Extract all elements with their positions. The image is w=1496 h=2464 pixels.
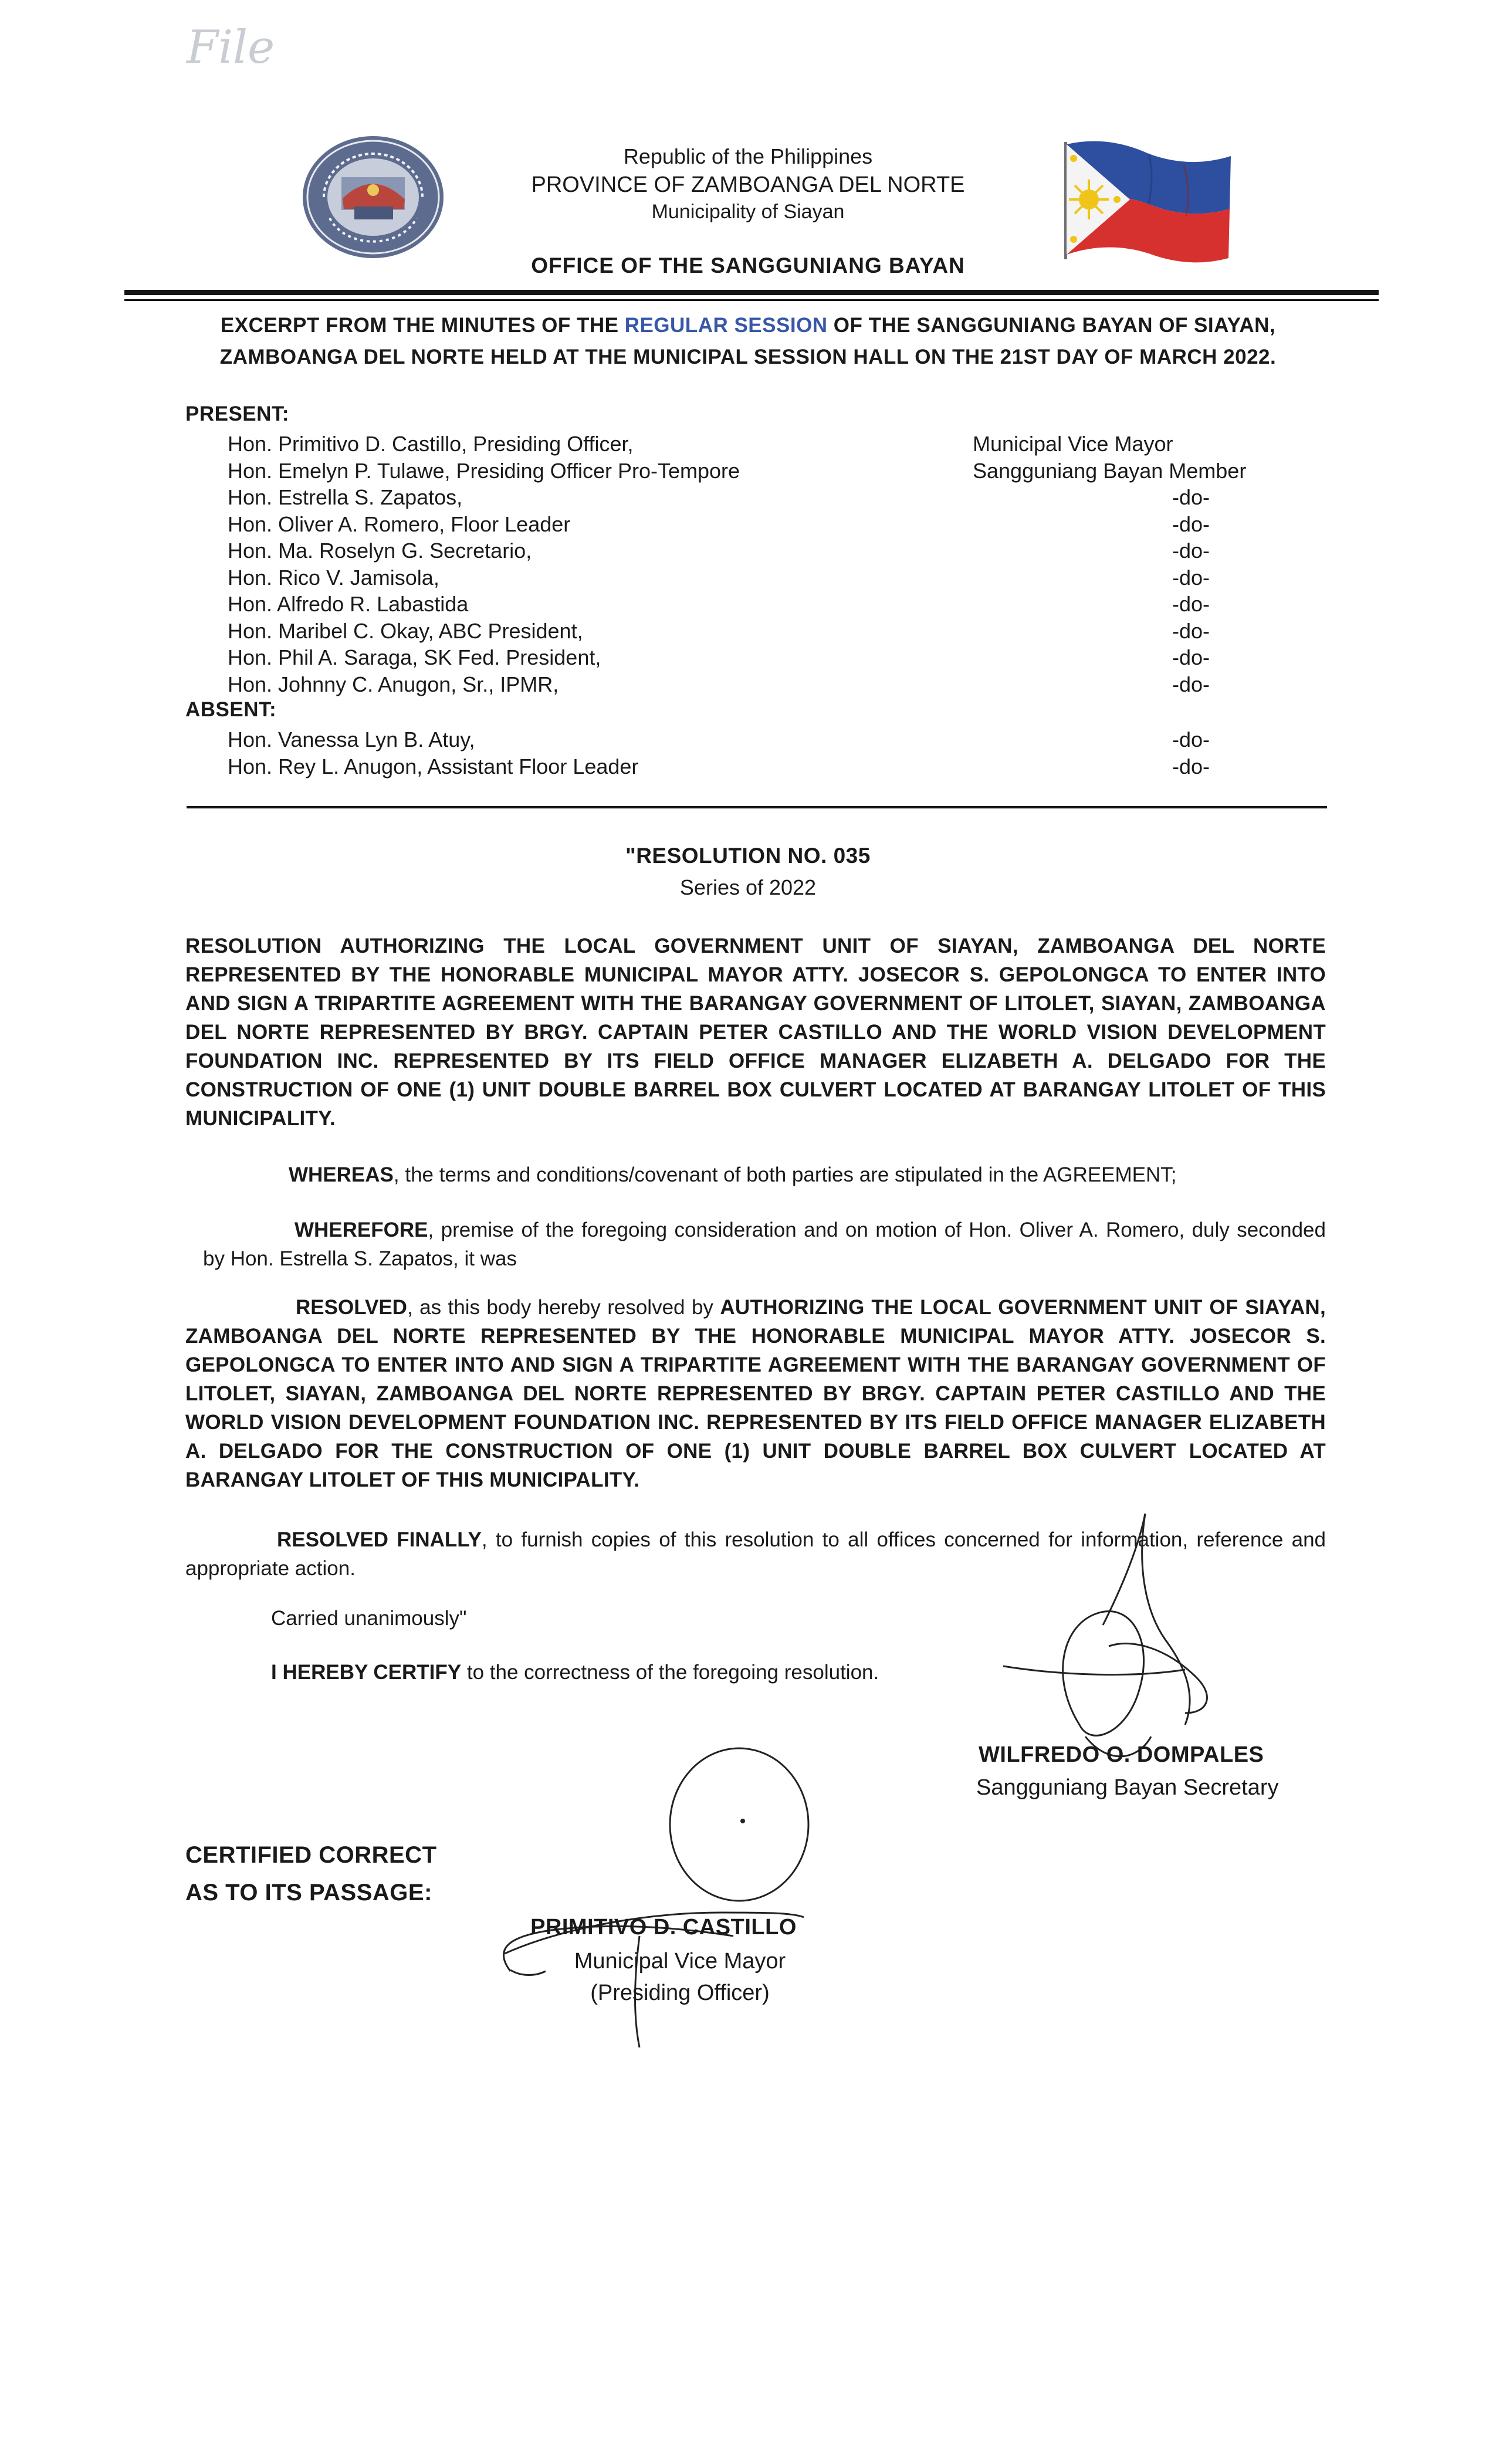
presiding-officer-role: (Presiding Officer)	[590, 1981, 770, 2005]
resolved-text: , as this body hereby resolved by	[407, 1296, 720, 1319]
member-role: -do-	[1172, 565, 1210, 590]
certified-correct-line2: AS TO ITS PASSAGE:	[185, 1880, 432, 1905]
member-role: -do-	[1172, 672, 1210, 696]
attendance-row	[0, 539, 1496, 566]
attendance-row	[0, 619, 1496, 646]
resolution-number: "RESOLUTION NO. 035	[625, 844, 871, 868]
certify-text: to the correctness of the foregoing resolution.	[461, 1661, 879, 1684]
resolved-finally-lead: RESOLVED FINALLY	[277, 1528, 482, 1551]
header-rule-thin	[124, 299, 1379, 301]
attendance-row	[0, 754, 1496, 781]
absent-label: ABSENT:	[185, 698, 277, 721]
municipality-line: Municipality of Siayan	[651, 201, 845, 223]
member-name: Hon. Alfredo R. Labastida	[228, 592, 469, 616]
member-name: Hon. Ma. Roselyn G. Secretario,	[228, 539, 532, 563]
attendance-row	[0, 566, 1496, 593]
resolved-caps: AUTHORIZING THE LOCAL GOVERNMENT UNIT OF SIAYAN, ZAMBOANGA DEL NORTE REPRESENTED BY THE HONORABLE MUNICIPAL MAYOR ATTY. JOSECOR S. GEPOLONGCA TO ENTER INTO AND SIGN A TRIPARTITE AGREEMENT WITH THE BARANGAY GOVERNMENT OF LITOLET, SIAYAN, ZAMBOANGA DEL NORTE REPRESENTED BY BRGY. CAPTAIN PETER CASTILLO AND THE WORLD VISION DEVELOPMENT FOUNDATION INC. REPRESENTED BY ITS FIELD OFFICE MANAGER ELIZABETH A. DELGADO FOR THE CONSTRUCTION OF ONE (1) UNIT DOUBLE BARREL BOX CULVERT LOCATED AT BARANGAY LITOLET OF THIS MUNICIPALITY.	[185, 1296, 1326, 1491]
whereas-lead: WHEREAS	[289, 1163, 394, 1186]
member-role: -do-	[1172, 512, 1210, 536]
attendance-row	[0, 432, 1496, 459]
excerpt-part2: OF THE SANGGUNIANG BAYAN OF SIAYAN, ZAMBOANGA DEL NORTE HELD AT THE MUNICIPAL SESSION HALL ON THE 21ST DAY OF MARCH 2022.	[219, 314, 1277, 368]
wherefore-paragraph	[203, 1216, 1326, 1273]
present-label: PRESENT:	[185, 402, 290, 425]
member-role: -do-	[1172, 645, 1210, 669]
handwritten-file-note: File	[187, 21, 275, 74]
certify-paragraph	[271, 1658, 879, 1687]
republic-line: Republic of the Philippines	[623, 144, 873, 168]
secretary-name: WILFREDO O. DOMPALES	[979, 1742, 1264, 1767]
whereas-text: , the terms and conditions/covenant of both parties are stipulated in the AGREEMENT;	[393, 1163, 1177, 1186]
member-role: -do-	[1172, 539, 1210, 563]
resolution-title: RESOLUTION AUTHORIZING THE LOCAL GOVERNMENT UNIT OF SIAYAN, ZAMBOANGA DEL NORTE REPRESENTED BY THE HONORABLE MUNICIPAL MAYOR ATTY. JOSECOR S. GEPOLONGCA TO ENTER INTO AND SIGN A TRIPARTITE AGREEMENT WITH THE BARANGAY GOVERNMENT OF LITOLET, SIAYAN, ZAMBOANGA DEL NORTE REPRESENTED BY BRGY. CAPTAIN PETER CASTILLO AND THE WORLD VISION DEVELOPMENT FOUNDATION INC. REPRESENTED BY ITS FIELD OFFICE MANAGER ELIZABETH A. DELGADO FOR THE CONSTRUCTION OF ONE (1) UNIT DOUBLE BARREL BOX CULVERT LOCATED AT BARANGAY LITOLET OF THIS MUNICIPALITY.	[185, 935, 1326, 1130]
member-name: Hon. Vanessa Lyn B. Atuy,	[228, 727, 475, 752]
member-role: -do-	[1172, 485, 1210, 509]
presiding-officer-name: PRIMITIVO D. CASTILLO	[530, 1915, 797, 1940]
province-line: PROVINCE OF ZAMBOANGA DEL NORTE	[531, 172, 965, 197]
member-name: Hon. Estrella S. Zapatos,	[228, 485, 463, 509]
member-name: Hon. Johnny C. Anugon, Sr., IPMR,	[228, 672, 559, 696]
presiding-officer-title: Municipal Vice Mayor	[574, 1949, 786, 1974]
resolved-lead: RESOLVED	[296, 1296, 407, 1319]
attendance-row	[0, 727, 1496, 754]
member-role: -do-	[1172, 754, 1210, 779]
member-role: -do-	[1172, 618, 1210, 643]
attendance-rule	[187, 806, 1327, 808]
resolved-paragraph	[185, 1293, 1326, 1494]
resolved-finally-text: , to furnish copies of this resolution to all offices concerned for information, reference and appropriate action.	[185, 1528, 1326, 1580]
office-title: OFFICE OF THE SANGGUNIANG BAYAN	[531, 253, 965, 277]
certify-lead: I HEREBY CERTIFY	[271, 1661, 462, 1684]
member-name: Hon. Emelyn P. Tulawe, Presiding Officer Pro-Tempore	[228, 458, 740, 483]
member-role: -do-	[1172, 592, 1210, 616]
member-role: Municipal Vice Mayor	[973, 432, 1173, 456]
member-name: Hon. Primitivo D. Castillo, Presiding Officer,	[228, 432, 634, 456]
member-role: -do-	[1172, 727, 1210, 752]
certified-correct-line1: CERTIFIED CORRECT	[185, 1842, 437, 1868]
member-name: Hon. Rico V. Jamisola,	[228, 565, 439, 590]
secretary-title: Sangguniang Bayan Secretary	[976, 1775, 1279, 1800]
wherefore-text: , premise of the foregoing consideration and on motion of Hon. Oliver A. Romero, duly seconded by Hon. Estrella S. Zapatos, it was	[203, 1219, 1326, 1270]
carried-unanimously: Carried unanimously"	[271, 1607, 467, 1630]
member-name: Hon. Maribel C. Okay, ABC President,	[228, 618, 583, 643]
whereas-paragraph	[185, 1160, 1326, 1189]
attendance-row	[0, 592, 1496, 619]
member-name: Hon. Oliver A. Romero, Floor Leader	[228, 512, 571, 536]
secretary-signature	[991, 1502, 1238, 1772]
member-name: Hon. Rey L. Anugon, Assistant Floor Leader	[228, 754, 639, 779]
attendance-row	[0, 485, 1496, 512]
attendance-row	[0, 459, 1496, 486]
excerpt-part1: EXCERPT FROM THE MINUTES OF THE	[220, 314, 625, 337]
attendance-row	[0, 672, 1496, 699]
resolution-series: Series of 2022	[679, 875, 817, 899]
presiding-officer-signature	[487, 1737, 851, 2053]
header-rule-thick	[124, 290, 1379, 295]
wherefore-lead: WHEREFORE	[295, 1219, 428, 1241]
excerpt-highlight: REGULAR SESSION	[624, 314, 828, 337]
attendance-row	[0, 512, 1496, 539]
excerpt-heading	[176, 310, 1320, 373]
attendance-row	[0, 645, 1496, 672]
member-name: Hon. Phil A. Saraga, SK Fed. President,	[228, 645, 601, 669]
member-role: Sangguniang Bayan Member	[973, 458, 1247, 483]
